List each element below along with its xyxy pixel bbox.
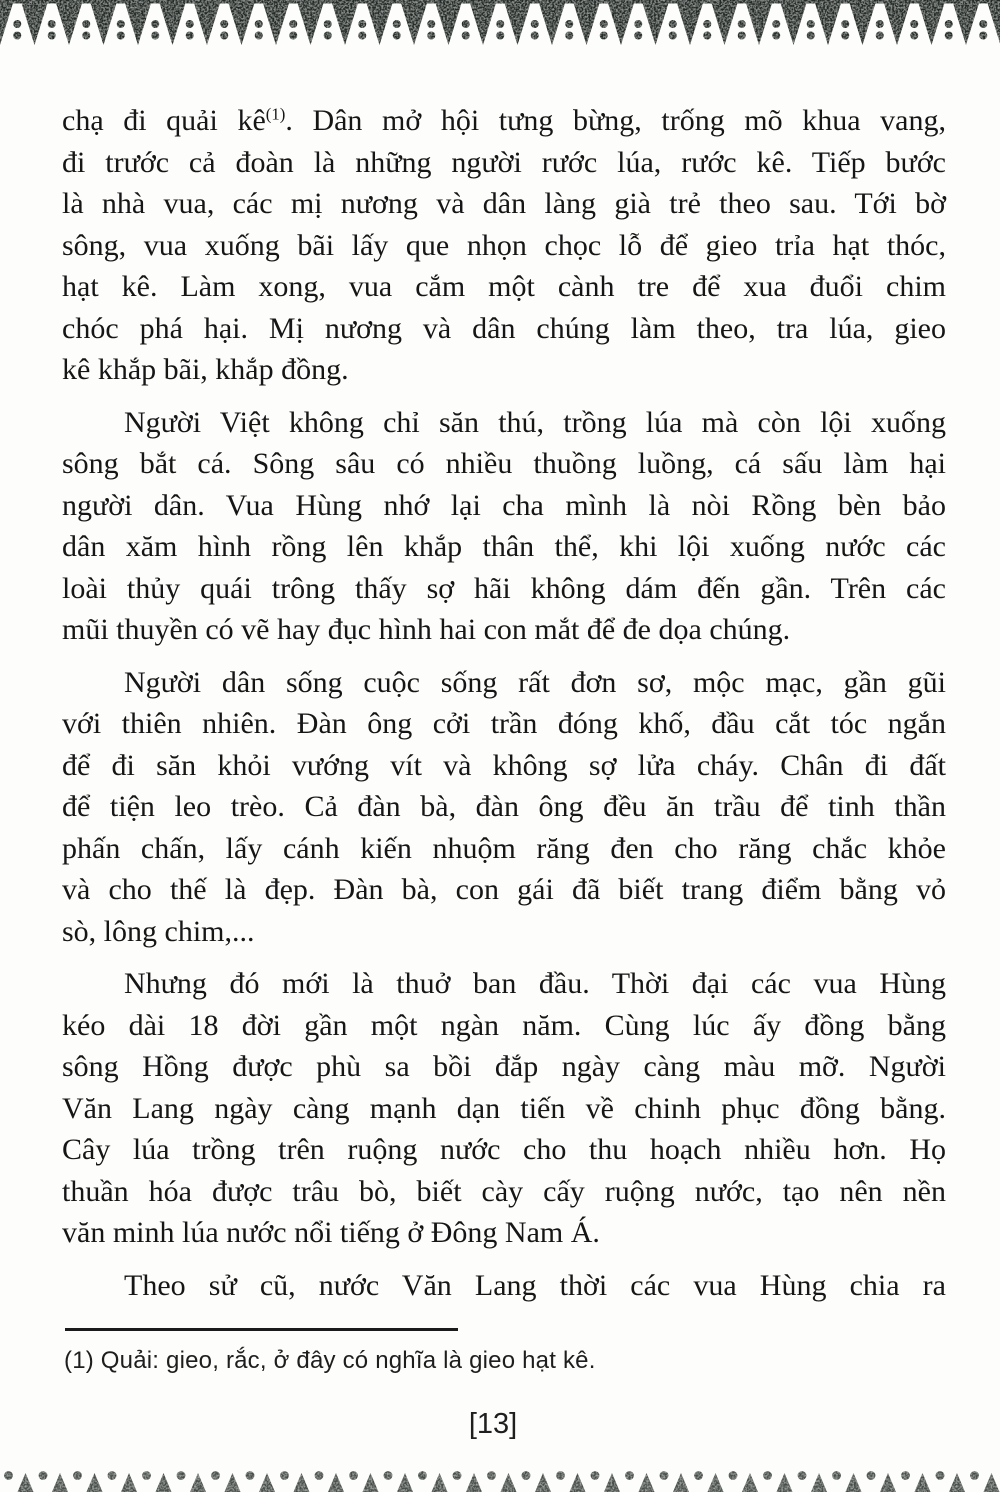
text-line: với thiên nhiên. Đàn ông cởi trần đóng khố, đầu cắt tóc ngắn — [62, 707, 946, 740]
text-line: Cây lúa trồng trên ruộng nước cho thu hoạch nhiều hơn. Họ — [62, 1133, 946, 1166]
text-line: Nhưng đó mới là thuở ban đầu. Thời đại các vua Hùng — [124, 967, 946, 1000]
text-line: kê khắp bãi, khắp đồng. — [62, 353, 349, 386]
paragraph — [62, 1265, 946, 1307]
paragraph — [62, 100, 946, 391]
text-line: sông Hồng được phù sa bồi đắp ngày càng màu mỡ. Người — [62, 1050, 946, 1083]
text-line: dân xăm hình rồng lên khắp thân thể, khi lội xuống nước các — [62, 530, 946, 563]
text-line: chóc phá hại. Mị nương và dân chúng làm theo, tra lúa, gieo — [62, 311, 946, 345]
text-line: sông bắt cá. Sông sâu có nhiều thuồng luồng, cá sấu làm hại — [62, 447, 946, 480]
text-line: thuần hóa được trâu bò, biết cày cấy ruộng nước, tạo nên nền — [62, 1174, 946, 1208]
text-line: hạt kê. Làm xong, vua cắm một cành tre để xua đuổi chim — [62, 270, 946, 303]
footnote: (1) Quải: gieo, rắc, ở đây có nghĩa là gieo hạt kê. — [64, 1347, 596, 1374]
text-line: Văn Lang ngày càng mạnh dạn tiến về chinh phục đồng bằng. — [62, 1091, 946, 1125]
body-text — [62, 100, 946, 1317]
text-line: đi trước cả đoàn là những người rước lúa, rước kê. Tiếp bước — [62, 145, 946, 179]
text-line: Người dân sống cuộc sống rất đơn sơ, mộc mạc, gần gũi — [124, 665, 946, 699]
text-line: phấn chấn, lấy cánh kiến nhuộm răng đen cho răng chắc khỏe — [62, 831, 946, 865]
text-line: Người Việt không chỉ săn thú, trồng lúa mà còn lội xuống — [124, 405, 946, 439]
text-line: loài thủy quái trông thấy sợ hãi không dám đến gần. Trên các — [62, 571, 946, 605]
text-line: sò, lông chim,... — [62, 914, 255, 948]
bottom-border-ornament — [0, 1468, 1000, 1492]
paragraph — [62, 963, 946, 1254]
top-border-ornament — [0, 0, 1000, 48]
text-line: và cho thế là đẹp. Đàn bà, con gái đã biết trang điểm bằng vỏ — [62, 873, 946, 906]
text-line: sông, vua xuống bãi lấy que nhọn chọc lỗ để gieo trỉa hạt thóc, — [62, 228, 946, 262]
text-line: văn minh lúa nước nổi tiếng ở Đông Nam Á. — [62, 1216, 600, 1249]
text-line: Theo sử cũ, nước Văn Lang thời các vua Hùng chia ra — [124, 1268, 946, 1302]
text-line: là nhà vua, các mị nương và dân làng già trẻ theo sau. Tới bờ — [62, 187, 946, 220]
paragraph — [62, 402, 946, 651]
text-line: kéo dài 18 đời gần một ngàn năm. Cùng lúc ấy đồng bằng — [62, 1008, 946, 1042]
text-line: người dân. Vua Hùng nhớ lại cha mình là nòi Rồng bèn bảo — [62, 488, 946, 522]
footnote-separator — [65, 1328, 458, 1331]
text-line: để tiện leo trèo. Cả đàn bà, đàn ông đều ăn trầu để tinh thần — [62, 790, 946, 823]
text-line: mũi thuyền có vẽ hay đục hình hai con mắt để đe dọa chúng. — [62, 613, 791, 646]
paragraph — [62, 662, 946, 953]
text-line: để đi săn khỏi vướng vít và không sợ lửa cháy. Chân đi đất — [62, 748, 946, 782]
page-number: [13] — [468, 1408, 518, 1440]
text-line: chạ đi quải $kê^{(1)}$. Dân mở hội tưng bừng, trống mõ khua vang, — [62, 104, 946, 137]
footnote-marker: (1) — [265, 104, 286, 124]
